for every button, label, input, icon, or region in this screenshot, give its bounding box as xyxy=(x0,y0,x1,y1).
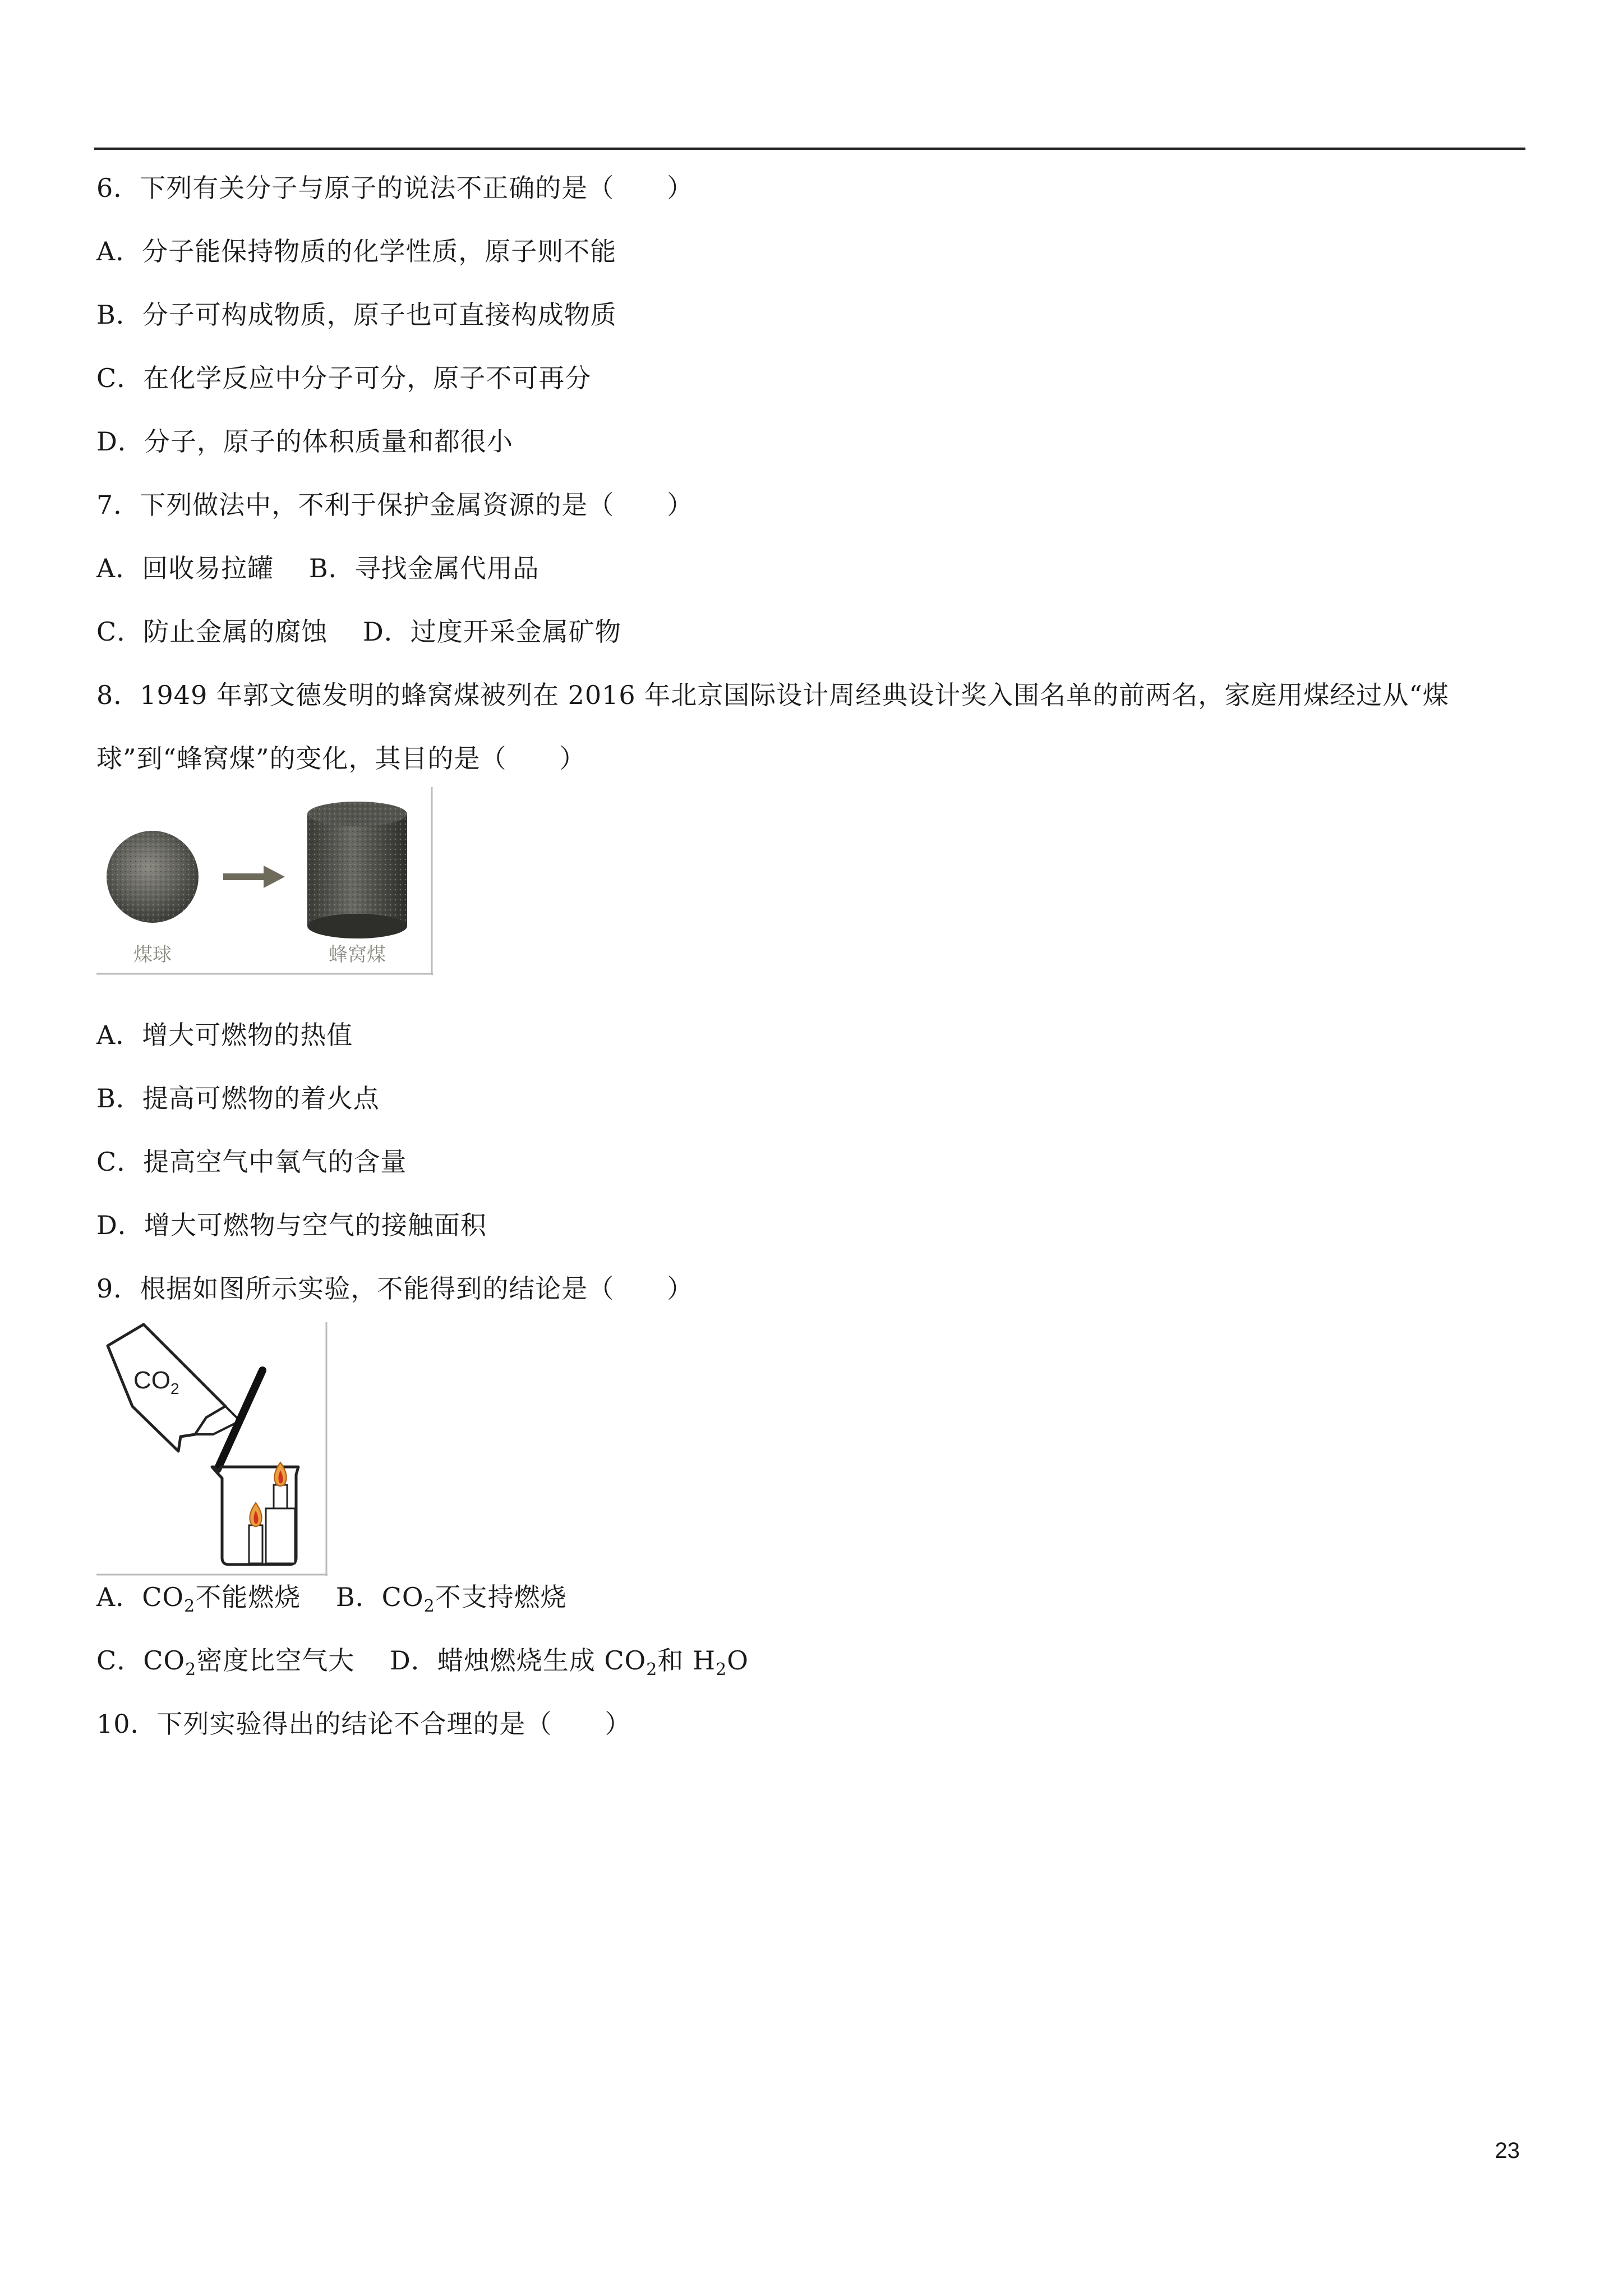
short-candle xyxy=(249,1503,262,1563)
q9-option-d-end: O xyxy=(727,1645,749,1676)
q9-option-a-prefix: A．CO xyxy=(96,1582,185,1612)
step-block xyxy=(266,1508,295,1563)
q7-options-ab: A．回收易拉罐 B．寻找金属代用品 xyxy=(96,553,540,583)
header-rule xyxy=(94,148,1525,150)
subscript-2: 2 xyxy=(646,1660,658,1680)
q6-option-d: D．分子，原子的体积质量和都很小 xyxy=(96,426,513,457)
q8-option-a: A．增大可燃物的热值 xyxy=(96,1020,353,1050)
q9-option-a-suffix: 不能燃烧 B．CO xyxy=(195,1582,424,1612)
q9-option-b-suffix: 不支持燃烧 xyxy=(435,1582,567,1612)
q9-option-d-mid: 和 H xyxy=(657,1645,716,1676)
q8-stem-line2: 球”到“蜂窝煤”的变化，其目的是（ ） xyxy=(96,743,586,774)
co2-gas-bottle xyxy=(108,1324,240,1451)
q8-stem-line1: 8．1949 年郭文德发明的蜂窝煤被列在 2016 年北京国际设计周经典设计奖入围名单的前两名，家庭用煤经过从“煤 xyxy=(96,680,1449,710)
q10-stem: 10．下列实验得出的结论不合理的是（ ） xyxy=(96,1709,631,1739)
subscript-2: 2 xyxy=(716,1660,727,1680)
q9-stem: 9．根据如图所示实验，不能得到的结论是（ ） xyxy=(96,1273,694,1304)
subscript-2: 2 xyxy=(184,1596,196,1616)
q6-stem: 6．下列有关分子与原子的说法不正确的是（ ） xyxy=(96,173,694,203)
coal-figure xyxy=(96,787,433,975)
q6-option-b: B．分子可构成物质，原子也可直接构成物质 xyxy=(96,300,617,330)
co2-bottle-label: $CO_2$ xyxy=(133,1366,179,1397)
q9-options-ab xyxy=(96,1580,567,1614)
coal-ball-label: 煤球 xyxy=(133,944,172,966)
q9-option-c-prefix: C．CO xyxy=(96,1645,186,1676)
arrow-right-icon xyxy=(223,866,285,888)
page-number: 23 xyxy=(1495,2138,1520,2163)
q7-stem: 7．下列做法中，不利于保护金属资源的是（ ） xyxy=(96,490,694,520)
q8-option-d: D．增大可燃物与空气的接触面积 xyxy=(96,1210,487,1240)
honeycomb-label: 蜂窝煤 xyxy=(329,944,386,966)
q9-options-cd xyxy=(96,1644,749,1680)
co2-experiment-figure xyxy=(96,1322,328,1576)
q7-options-cd: C．防止金属的腐蚀 D．过度开采金属矿物 xyxy=(96,616,621,647)
subscript-2: 2 xyxy=(423,1596,435,1616)
coal-ball xyxy=(107,831,199,923)
tall-candle xyxy=(274,1462,287,1508)
subscript-2: 2 xyxy=(185,1660,197,1680)
q6-option-c: C．在化学反应中分子可分，原子不可再分 xyxy=(96,363,592,393)
q8-option-c: C．提高空气中氧气的含量 xyxy=(96,1147,407,1177)
q8-option-b: B．提高可燃物的着火点 xyxy=(96,1083,380,1114)
q6-option-a: A．分子能保持物质的化学性质，原子则不能 xyxy=(96,236,617,266)
honeycomb-briquette xyxy=(307,802,407,938)
q9-option-c-suffix: 密度比空气大 D．蜡烛燃烧生成 CO xyxy=(196,1645,647,1676)
